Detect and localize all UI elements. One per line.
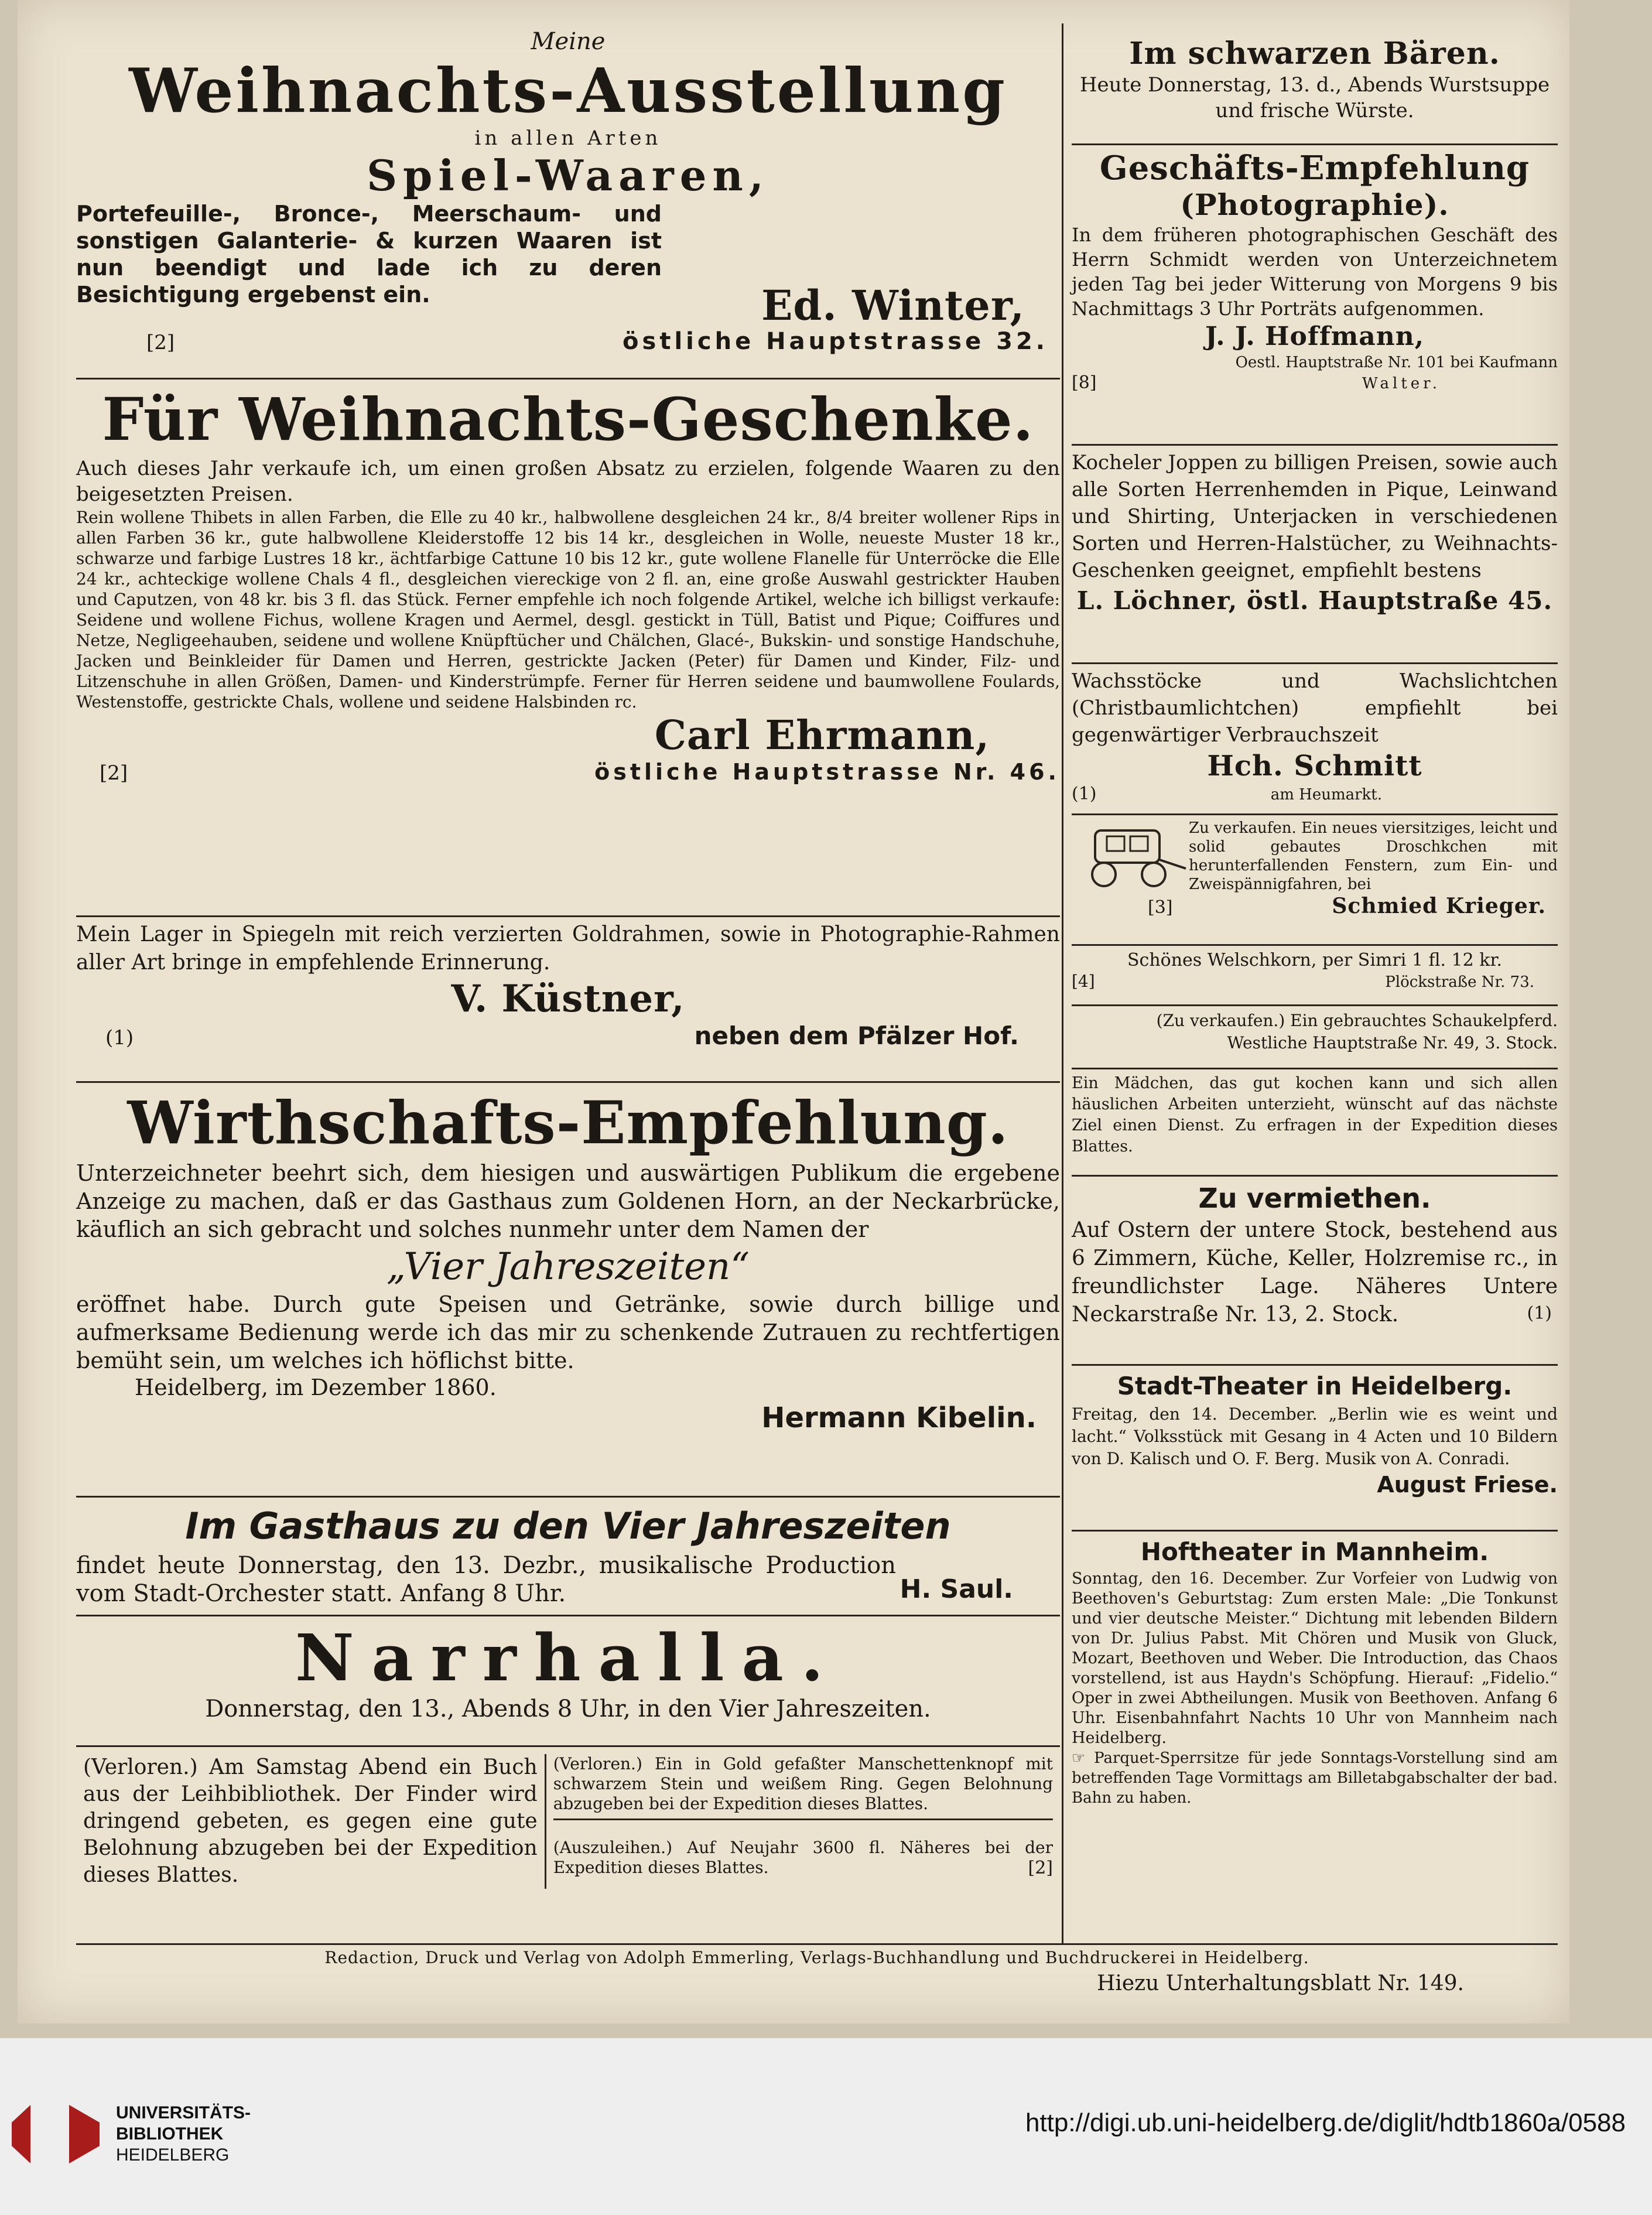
ad-kibelin — [76, 1083, 1060, 1498]
ad-hoffmann — [1072, 145, 1558, 446]
ad-ehrmann-addr: östliche Hauptstrasse Nr. 46. — [594, 759, 1060, 785]
ad-krieger — [1072, 815, 1558, 946]
ad-right-pair — [545, 1754, 1060, 1889]
library-logo[interactable] — [12, 2103, 251, 2166]
ad-schmitt — [1072, 664, 1558, 815]
ad-vermiethen-title: Zu vermiethen. — [1198, 1182, 1431, 1214]
ad-schmitt-addr: am Heumarkt. — [1270, 786, 1382, 804]
page-footer — [76, 1943, 1558, 1997]
ad-kibelin-body2: eröffnet habe. Durch gute Speisen und Getränke, sowie durch billige und aufmerksame Bedienung werde ich das mir zu schenkende Zutrauen zu rechtfertigen bemüht sein, um welches ich höflichst bitte. — [76, 1291, 1060, 1373]
footer-supplement: Hiezu Unterhaltungsblatt Nr. 149. — [1096, 1971, 1464, 1995]
ad-vermiethen-body: Auf Ostern der untere Stock, bestehend aus 6 Zimmern, Küche, Keller, Holzremise rc., in freundlichster Lage. Näheres Untere Neckarstraße Nr. 13, 2. Stock. — [1072, 1218, 1558, 1327]
ad-kibelin-place: Heidelberg, im Dezember 1860. — [135, 1375, 497, 1400]
ad-baeren — [1072, 32, 1558, 145]
library-logo-icon-part — [69, 2105, 100, 2163]
ad-schmitt-name: Hch. Schmitt — [1207, 750, 1422, 782]
ad-hoftheater-note: ☞ Parquet-Sperrsitze für jede Sonntags-Vorstellung sind am betreffenden Tage Vormittags am Billetabgabschalter der bad. Bahn zu haben. — [1072, 1749, 1558, 1807]
ad-kibelin-body1: Unterzeichneter beehrt sich, dem hiesigen und auswärtigen Publikum die ergebene Anzeige zu machen, daß er das Gasthaus zum Goldenen Horn, an der Neckarbrücke, käuflich an sich gebracht und solches nunmehr unter dem Namen der — [76, 1160, 1060, 1242]
ad-winter-title: Weihnachts-Ausstellung — [129, 54, 1007, 127]
ad-theater-body: Freitag, den 14. December. „Berlin wie es weint und lacht.“ Volksstück mit Gesang in 4 Acten und 10 Bildern von D. Kalisch und O. F. Berg. Musik von A. Conradi. — [1072, 1404, 1558, 1468]
ad-hoffmann-name: J. J. Hoffmann, — [1205, 322, 1425, 351]
ad-welschkorn-addr: Plöckstraße Nr. 73. — [1385, 973, 1534, 991]
ad-hoffmann-body: In dem früheren photographischen Geschäft des Herrn Schmidt werden von Unterzeichnetem jeden Tag bei jeder Witterung von Morgens 9 bis Nachmittags 3 Uhr Porträts aufgenommen. — [1072, 224, 1558, 320]
ad-baeren-title: Im schwarzen Bären. — [1129, 36, 1500, 71]
ad-winter — [76, 23, 1060, 380]
ad-winter-body: Portefeuille-, Bronce-, Meerschaum- und sonstigen Galanterie- & kurzen Waaren ist nun beendigt und lade ich zu deren Besichtigung ergebenst ein. — [76, 201, 662, 307]
ad-auszuleihen-num: [2] — [1028, 1858, 1053, 1878]
ad-verloren-book — [76, 1754, 545, 1889]
ad-kuestner-num: (1) — [105, 1026, 134, 1050]
footer-imprint: Redaction, Druck und Verlag von Adolph Emmerling, Verlags-Buchhandlung und Buchdruckerei in Heidelberg. — [324, 1948, 1309, 1967]
ad-krieger-name: Schmied Krieger. — [1332, 894, 1546, 918]
ad-hoffmann-addr: Oestl. Hauptstraße Nr. 101 bei Kaufmann — [1235, 354, 1558, 371]
ad-hoftheater — [1072, 1532, 1558, 1871]
ad-ehrmann-name: Carl Ehrmann, — [654, 712, 990, 759]
ad-schaukelpferd-text: (Zu verkaufen.) Ein gebrauchtes Schaukelpferd. Westliche Hauptstraße Nr. 49, 3. Stock. — [1156, 1011, 1558, 1052]
ad-loechner-name: L. Löchner, östl. Hauptstraße 45. — [1076, 586, 1553, 615]
ad-kuestner-name: V. Küstner, — [451, 977, 685, 1021]
ad-verloren-book-text: (Verloren.) Am Samstag Abend ein Buch aus der Leihbibliothek. Der Finder wird dringend gebeten, es gegen eine gute Belohnung abzugeben bei der Expedition dieses Blattes. — [83, 1755, 538, 1887]
ad-kibelin-title: Wirthschafts-Empfehlung. — [127, 1088, 1009, 1157]
ad-hoftheater-title: Hoftheater in Mannheim. — [1140, 1537, 1489, 1566]
library-logo-icon — [12, 2105, 66, 2163]
ad-schaukelpferd — [1072, 1006, 1558, 1069]
ad-saul-title: Im Gasthaus zu den Vier Jahreszeiten — [185, 1505, 951, 1547]
ad-theater-title: Stadt-Theater in Heidelberg. — [1117, 1372, 1513, 1400]
ad-hoffmann-title: Geschäfts-Empfehlung — [1099, 149, 1530, 187]
ad-ehrmann-title: Für Weihnachts-Geschenke. — [102, 385, 1034, 454]
ad-loechner-body: Kocheler Joppen zu billigen Preisen, sowie auch alle Sorten Herrenhemden in Pique, Leinwand und Shirting, Unterjacken in verschiedenen Sorten und Herren-Halstücher, zu Weihnachts-Geschenken geeignet, empfiehlt bestens — [1072, 451, 1558, 582]
ad-theater — [1072, 1366, 1558, 1532]
ad-krieger-body: Zu verkaufen. Ein neues viersitziges, leicht und solid gebautes Droschkchen mit herunterfallenden Fenstern, zum Ein- und Zweispännigfahren, bei — [1189, 819, 1558, 893]
ad-schmitt-num: (1) — [1072, 784, 1097, 804]
ad-saul-body: findet heute Donnerstag, den 13. Dezbr., musikalische Production vom Stadt-Orchester statt. Anfang 8 Uhr. — [76, 1552, 896, 1607]
ad-hoffmann-num: [8] — [1072, 372, 1097, 393]
ad-narrhalla — [76, 1616, 1060, 1747]
left-column — [76, 23, 1060, 1900]
ad-winter-big: Spiel-Waaren, — [367, 151, 769, 200]
ad-kuestner-body: Mein Lager in Spiegeln mit reich verzierten Goldrahmen, sowie in Photographie-Rahmen aller Art bringe in empfehlende Erinnerung. — [76, 922, 1060, 975]
ad-narrhalla-body: Donnerstag, den 13., Abends 8 Uhr, in den Vier Jahreszeiten. — [205, 1696, 931, 1722]
ad-auszuleihen-text: (Auszuleihen.) Auf Neujahr 3600 fl. Näheres bei der Expedition dieses Blattes. — [553, 1838, 1053, 1877]
ad-narrhalla-title: Narrhalla. — [295, 1620, 842, 1696]
ad-hoffmann-sub: (Photographie). — [1180, 187, 1449, 222]
ad-krieger-num: [3] — [1148, 897, 1173, 918]
ad-ehrmann-intro: Auch dieses Jahr verkaufe ich, um einen großen Absatz zu erzielen, folgende Waaren zu den beigesetzten Preisen. — [76, 457, 1060, 506]
carriage-illustration — [1072, 819, 1189, 889]
library-name-line1: UNIVERSITÄTS- — [116, 2103, 251, 2122]
ad-welschkorn — [1072, 946, 1558, 1006]
ad-loechner — [1072, 446, 1558, 664]
ad-theater-name: August Friese. — [1377, 1472, 1558, 1498]
column-rule — [1062, 23, 1063, 1944]
ad-saul-name: H. Saul. — [899, 1574, 1013, 1604]
ad-winter-num: [2] — [146, 331, 175, 354]
ad-saul — [76, 1498, 1060, 1616]
ad-kibelin-name: Hermann Kibelin. — [761, 1402, 1037, 1434]
ad-ehrmann — [76, 380, 1060, 917]
right-column — [1072, 32, 1558, 1871]
ad-lost-and-loan — [76, 1747, 1060, 1900]
ad-ehrmann-num: [2] — [100, 761, 128, 785]
ad-winter-meine: Meine — [531, 28, 606, 55]
ad-kuestner — [76, 917, 1060, 1083]
ad-welschkorn-body: Schönes Welschkorn, per Simri 1 fl. 12 kr. — [1127, 950, 1503, 970]
ad-maedchen — [1072, 1069, 1558, 1177]
ad-hoftheater-body: Sonntag, den 16. December. Zur Vorfeier von Ludwig von Beethoven's Geburtstag: Zum ersten Male: „Die Tonkunst und vier deutsche Meister.“ Dichtung mit lebenden Bildern von Dr. Julius Pabst. Mit Chören und Musik von Gluck, Mozart, Beethoven und Weber. Die Introduction, das Chaos vorstellend, ist aus Haydn's Schöpfung. Hierauf: „Fidelio.“ Oper in zwei Abtheilungen. Musik von Beethoven. Anfang 6 Uhr. Eisenbahnfahrt Nachts 10 Uhr von Mannheim nach Heidelberg. — [1072, 1570, 1558, 1747]
ad-ehrmann-body: Rein wollene Thibets in allen Farben, die Elle zu 40 kr., halbwollene desgleichen 24 kr., 8/4 breiter wollener Rips in allen Farben 36 kr., gute halbwollene Kleiderstoffe 12 bis 14 kr., desgleichen in Wolle, neueste Muster 18 kr., schwarze und farbige Lustres 18 kr., ächtfarbige Cattune 10 bis 12 kr., gute wollene Flanelle für Unterröcke die Elle 24 kr., achteckige wollene Chals 4 fl., desgleichen viereckige von 2 fl. an, eine große Auswahl gestrickter Hauben und Caputzen, von 48 kr. bis 3 fl. das Stück. Ferner empfehle ich noch folgende Artikel, welche ich billigst verkaufe: Seidene und wollene Fichus, wollene Kragen und Aermel, desgl. gestickt in Tüll, Batist und Pique; Coiffures und Netze, Negligeehauben, seidene und wollene Knüpftücher und Chälchen, Glacé-, Bukskin- und sonstige Handschuhe, Jacken und Beinkleider für Damen und Herren, gestrickte Jacken (Peter) für Damen und Kinder, Filz- und Litzenschuhe in allen Größen, Damen- und Kinderstrümpfe. Ferner für Herren seidene und baumwollene Foulards, Westenstoffe, gestrickte Chals, wollene und seidene Halsbinden rc. — [76, 508, 1060, 712]
ad-schmitt-body: Wachsstöcke und Wachslichtchen (Christbaumlichtchen) empfiehlt bei gegenwärtiger Verbrauchszeit — [1072, 669, 1558, 747]
ad-kibelin-center: „Vier Jahreszeiten“ — [387, 1245, 750, 1288]
ad-welschkorn-num: [4] — [1072, 972, 1095, 991]
ad-winter-addr: östliche Hauptstrasse 32. — [623, 328, 1048, 355]
source-url-link[interactable]: http://digi.ub.uni-heidelberg.de/diglit/hdtb1860a/0588 — [1025, 2108, 1626, 2137]
ad-kuestner-addr: neben dem Pfälzer Hof. — [694, 1021, 1019, 1050]
ad-maedchen-text: Ein Mädchen, das gut kochen kann und sich allen häuslichen Arbeiten unterzieht, wünscht auf das nächste Ziel einen Dienst. Zu erfragen in der Expedition dieses Blattes. — [1072, 1074, 1558, 1156]
library-name-line3: HEIDELBERG — [116, 2145, 230, 2165]
ad-baeren-body: Heute Donnerstag, 13. d., Abends Wurstsuppe und frische Würste. — [1079, 73, 1550, 122]
ad-winter-sub: in allen Arten — [474, 127, 662, 150]
ad-verloren-button-text: (Verloren.) Ein in Gold gefaßter Manschettenknopf mit schwarzem Stein und weißem Ring. Gegen Belohnung abzugeben bei der Expedition dieses Blattes. — [553, 1754, 1053, 1820]
ad-winter-name: Ed. Winter, — [761, 281, 1025, 330]
ad-vermiethen — [1072, 1177, 1558, 1366]
library-name-line2: BIBLIOTHEK — [116, 2124, 224, 2144]
ad-vermiethen-num: (1) — [1527, 1303, 1552, 1324]
ad-hoffmann-addr2: Walter. — [1362, 375, 1441, 392]
